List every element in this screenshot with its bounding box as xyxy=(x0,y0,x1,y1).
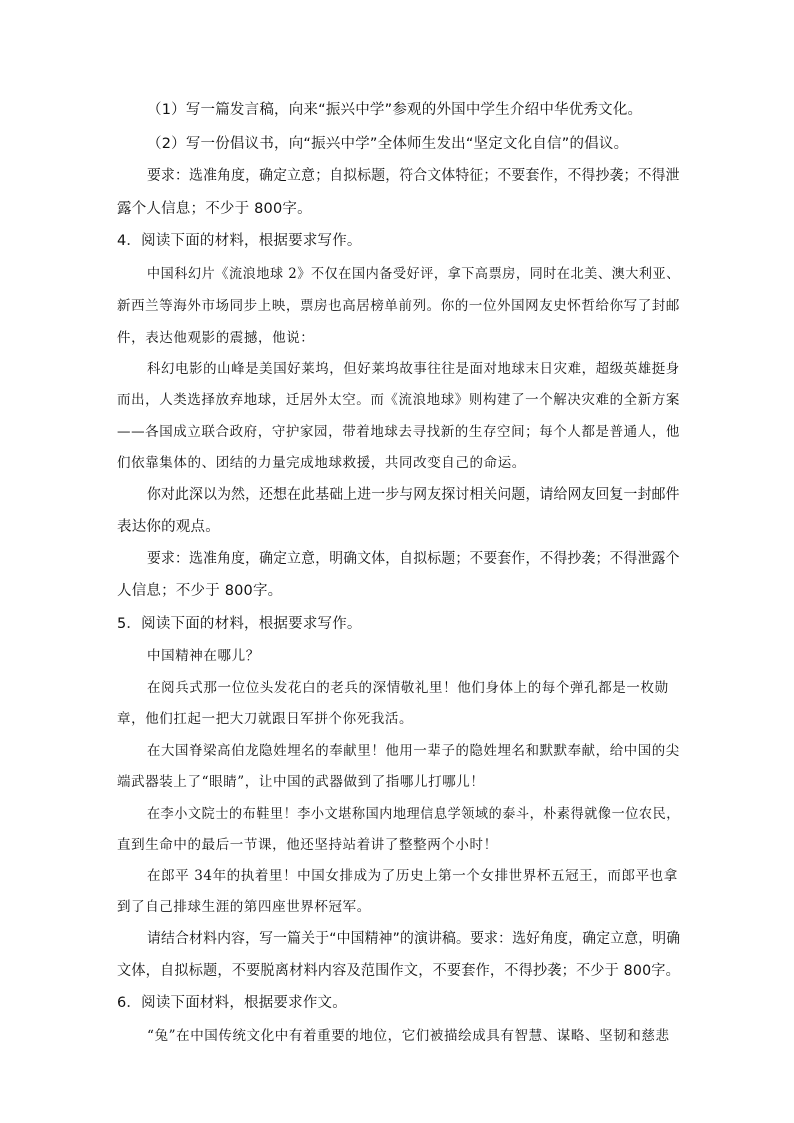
material-paragraph-cont: 端武器装上了“眼睛”，让中国的武器做到了指哪儿打哪儿！ xyxy=(117,774,485,790)
material-title: 中国精神在哪儿？ xyxy=(147,648,260,664)
material-quote-cont: 们依靠集体的、团结的力量完成地球救援，共同改变自己的命运。 xyxy=(117,455,526,471)
material-quote-cont: 而出，人类选择放弃地球，迁居外太空。而《流浪地球》则构建了一个解决灾难的全新方案 xyxy=(117,392,680,408)
material-quote: 科幻电影的山峰是美国好莱坞，但好莱坞故事往往是面对地球末日灾难，超级英雄挺身 xyxy=(147,361,680,377)
task-text: 请结合材料内容，写一篇关于“中国精神”的演讲稿。要求：选好角度，确定立意，明确 xyxy=(147,931,681,947)
material-paragraph: 在郎平 34年的执着里！中国女排成为了历史上第一个女排世界杯五冠王，而郎平也拿 xyxy=(147,868,678,884)
requirement-text-cont: 人信息；不少于 800字。 xyxy=(117,583,283,599)
material-paragraph-cont: 到了自己排球生涯的第四座世界杯冠军。 xyxy=(117,899,371,915)
task-text-cont: 文体，自拟标题，不要脱离材料内容及范围作文，不要套作，不得抄袭；不少于 800字。 xyxy=(117,963,680,979)
question-6-heading: 6．阅读下面材料，根据要求作文。 xyxy=(117,995,347,1011)
material-paragraph: “兔”在中国传统文化中有着重要的地位，它们被描绘成具有智慧、谋略、坚韧和慈悲 xyxy=(147,1028,670,1044)
requirement-text: 要求：选准角度，确定立意，明确文体，自拟标题；不要套作，不得抄袭；不得泄露个 xyxy=(147,551,680,567)
material-paragraph: 在李小文院士的布鞋里！李小文堪称国内地理信息学领域的泰斗，朴素得就像一位农民， xyxy=(147,806,680,822)
material-paragraph-cont: 件，表达他观影的震撼，他说： xyxy=(117,330,315,346)
material-paragraph: 在阅兵式那一位位头发花白的老兵的深情敬礼里！他们身体上的每个弹孔都是一枚勋 xyxy=(147,680,669,696)
option-2-text: （2）写一份倡议书，向“振兴中学”全体师生发出“坚定文化自信”的倡议。 xyxy=(147,136,629,152)
requirement-text: 要求：选准角度，确定立意；自拟标题，符合文体特征；不要套作，不得抄袭；不得泄 xyxy=(147,168,680,184)
material-paragraph: 在大国脊梁高伯龙隐姓埋名的奉献里！他用一辈子的隐姓埋名和默默奉献，给中国的尖 xyxy=(147,743,680,759)
question-5-heading: 5．阅读下面的材料，根据要求写作。 xyxy=(117,616,362,632)
material-paragraph-cont: 章，他们扛起一把大刀就跟日军拼个你死我活。 xyxy=(117,711,414,727)
option-1-text: （1）写一篇发言稿，向来“振兴中学”参观的外国中学生介绍中华优秀文化。 xyxy=(147,102,643,118)
material-paragraph: 中国科幻片《流浪地球 2》不仅在国内备受好评，拿下高票房，同时在北美、澳大利亚、 xyxy=(147,266,680,282)
question-4-heading: 4．阅读下面的材料，根据要求写作。 xyxy=(117,233,362,249)
material-paragraph-cont: 新西兰等海外市场同步上映，票房也高居榜单前列。你的一位外国网友史怀哲给你写了封邮 xyxy=(117,298,680,314)
material-paragraph-cont: 直到生命中的最后一节课，他还坚持站着讲了整整两个小时！ xyxy=(117,837,498,853)
task-text-cont: 表达你的观点。 xyxy=(117,519,220,535)
requirement-text-cont: 露个人信息；不少于 800字。 xyxy=(117,201,312,217)
task-text: 你对此深以为然，还想在此基础上进一步与网友探讨相关问题，请给网友回复一封邮件 xyxy=(147,487,680,503)
material-quote-cont: ——各国成立联合政府，守护家园，带着地球去寻找新的生存空间；每个人都是普通人，他 xyxy=(117,424,680,440)
